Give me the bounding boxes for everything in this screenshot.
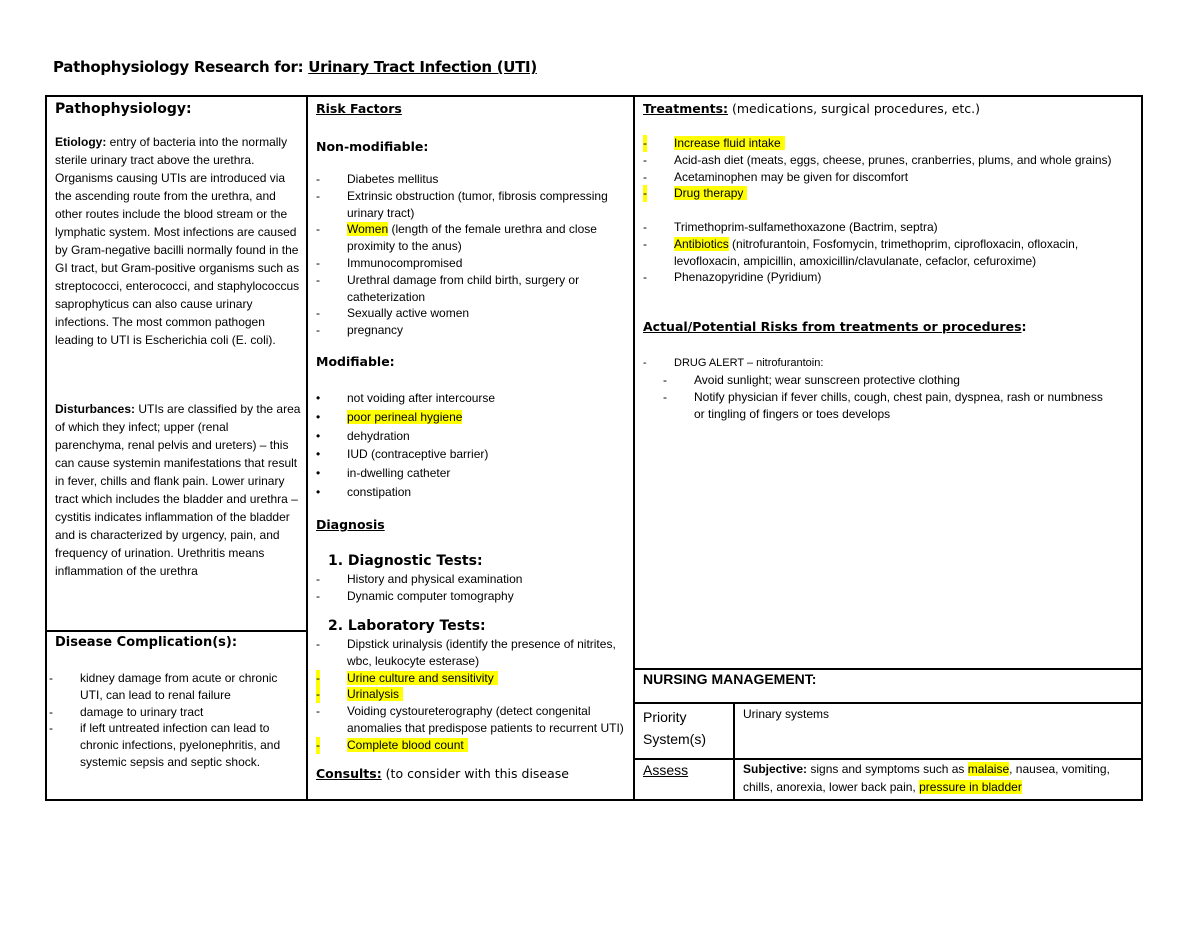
risk-factors-column [308,97,635,799]
risks-heading: Actual/Potential Risks from treatments or procedures: [643,319,1027,334]
list-item: - pregnancy [316,323,404,338]
list-item: • IUD (contraceptive barrier) [316,447,489,462]
list-item: - Phenazopyridine (Pyridium) [643,270,822,285]
list-item: - Acid-ash diet (meats, eggs, cheese, prunes, cranberries, plums, and whole grains) [643,152,1112,167]
nursing-column-divider [733,702,735,799]
list-item: - Antibiotics (nitrofurantoin, Fosfomycin, trimethoprim, ciprofloxacin, ofloxacin, levofloxacin, ampicillin, amoxicillin/clavulanate, cefaclor, cefuroxime) [643,236,1079,268]
list-item: • dehydration [316,428,410,443]
diagnostic-tests-list [316,571,616,605]
complication-list [49,670,301,771]
complication-divider [47,630,306,632]
modifiable-heading: Modifiable: [316,354,395,369]
subjective-text: Subjective: signs and symptoms such as malaise, nausea, vomiting, chills, anorexia, lower back pain, pressure in bladder [743,762,1110,794]
treatments-column [635,97,1141,799]
list-item: • poor perineal hygiene [316,409,463,424]
risk-factors-heading: Risk Factors [316,101,402,116]
list-item: - Diabetes mellitus [316,172,439,186]
document-title [53,58,537,76]
alert-sublist [663,372,1103,422]
list-item: - Urine culture and sensitivity [316,670,626,687]
consults-label: Consults: [316,766,382,781]
list-item: - Urinalysis [316,686,626,703]
list-item: - Complete blood count [316,737,626,754]
list-item: - Extrinsic obstruction (tumor, fibrosis compressing urinary tract) [316,188,608,220]
treatments-heading: Treatments: (medications, surgical procedures, etc.) [643,101,981,116]
laboratory-tests-list [316,636,626,754]
list-item: • not voiding after intercourse [316,391,496,405]
list-item: - Urethral damage from child birth, surgery or catheterization [316,272,580,304]
list-item: - kidney damage from acute or chronic UTI, can lead to renal failure [49,671,278,702]
list-item: - Increase fluid intake [643,135,1133,152]
treatments-list [643,135,1133,202]
modifiable-list [316,389,616,502]
drug-therapy-list [643,219,1123,286]
list-item: • constipation [316,484,412,499]
drug-alert-list [643,355,1123,372]
list-item: - if left untreated infection can lead to chronic infections, pyelonephritis, and systemic sepsis and septic shock. [49,721,281,769]
priority-value: Urinary systems [743,707,830,721]
list-item: - Notify physician if fever chills, cough, chest pain, dyspnea, rash or numbness or tingling of fingers or toes develops [663,389,1103,421]
list-item: - Immunocompromised [316,255,463,270]
title-prefix: Pathophysiology Research for: [53,58,309,76]
list-item: - Drug therapy [643,185,1133,202]
disturbances-paragraph [55,400,301,580]
laboratory-tests-heading: 2. Laboratory Tests: [328,618,486,634]
diagnostic-tests-heading: 1. Diagnostic Tests: [328,553,483,569]
list-item: - Women (length of the female urethra and close proximity to the anus) [316,222,597,254]
research-table [45,95,1143,801]
nursing-management-heading: NURSING MANAGEMENT: [643,671,817,687]
list-item: - History and physical examination [316,572,523,586]
pathophysiology-heading: Pathophysiology: [55,101,192,117]
list-item: - DRUG ALERT – nitrofurantoin: [643,357,824,369]
nursing-divider-header [635,702,1141,704]
nonmodifiable-list [316,171,616,339]
list-item: - Dynamic computer tomography [316,588,514,603]
title-topic: Urinary Tract Infection (UTI) [308,58,537,76]
list-item: - damage to urinary tract [49,704,204,719]
list-item: - Dipstick urinalysis (identify the presence of nitrites, wbc, leukocyte esterase) [316,637,616,668]
etiology-label: Etiology: [55,135,107,149]
list-item: - Avoid sunlight; wear sunscreen protective clothing [663,373,960,387]
pathophysiology-column [47,97,308,799]
list-item: - Trimethoprim-sulfamethoxazone (Bactrim, septra) [643,220,938,234]
priority-label: Priority System(s) [643,709,706,747]
nursing-divider-top [635,668,1141,670]
consults-text: (to consider with this disease [381,766,569,781]
assess-label: Assess [643,762,689,778]
list-item: - Voiding cystoureterography (detect congenital anomalies that predispose patients to recurrent UTI) [316,704,624,735]
etiology-paragraph [55,133,301,349]
nonmodifiable-heading: Non-modifiable: [316,139,429,154]
diagnosis-heading: Diagnosis [316,517,385,532]
etiology-text: entry of bacteria into the normally sterile urinary tract above the urethra. Organisms causing UTIs are introduced via the ascending route from the urethra, and other routes include the blood stream or the lymphatic system. Most infections are caused by Gram-negative bacilli normally found in the GI tract, but Gram-positive organisms such as streptococci, enterococci, and staphylococcus saprophyticus can also cause urinary infections. The most common pathogen leading to UTI is Escherichia coli (E. coli). [55,135,300,347]
list-item: • in-dwelling catheter [316,466,451,481]
list-item: - Acetaminophen may be given for discomfort [643,169,909,184]
consults-line [316,766,569,781]
disturbances-label: Disturbances: [55,402,136,416]
complication-heading: Disease Complication(s): [55,635,238,650]
disturbances-text: UTIs are classified by the area of which they infect; upper (renal parenchyma, renal pelvis and ureters) – this can cause systemin manifestations that result in fever, chills and flank pain. Lower urinary tract which includes the bladder and urethra – cystitis indicates inflammation of the bladder and is characterized by urgency, pain, and frequency of urination. Urethritis means inflammation of the urethra [55,402,301,578]
list-item: - Sexually active women [316,306,470,321]
